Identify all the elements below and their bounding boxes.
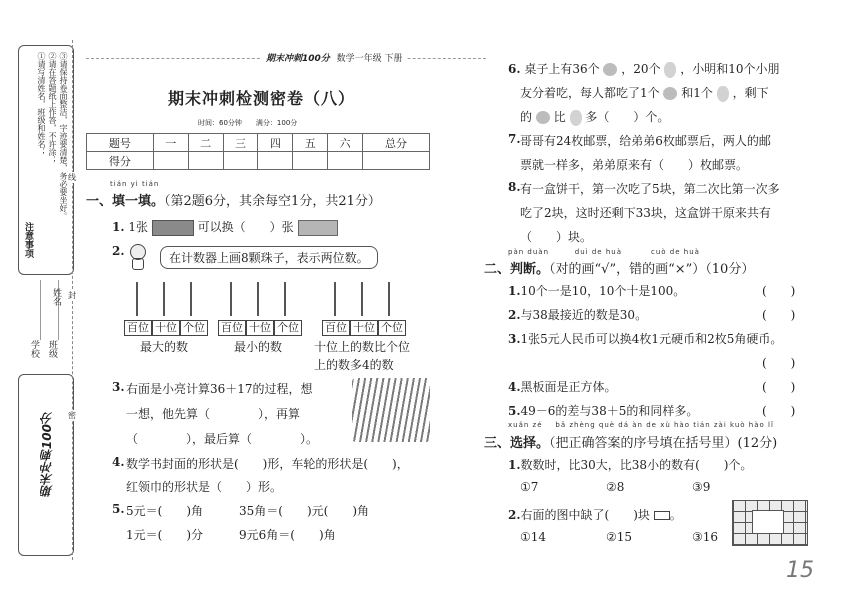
q-number: 1. xyxy=(112,220,125,234)
score-header-row xyxy=(87,134,430,152)
q1-5-line2: 1元＝( )分 9元6角＝( )角 xyxy=(126,528,336,542)
q1-7-number: 7. xyxy=(508,132,521,146)
school-label: 学校 xyxy=(29,340,39,358)
pear-icon xyxy=(664,62,676,78)
score-cell: 题号 xyxy=(87,134,154,152)
q1-6-line1 xyxy=(508,60,780,78)
header-subject: 数学一年级 下册 xyxy=(336,54,403,64)
pear-icon xyxy=(717,86,729,102)
exam-info: 时间：60分钟 满分：100分 xyxy=(198,119,298,127)
q1-6-line3 xyxy=(520,108,669,126)
brick-icon xyxy=(654,511,670,520)
score-label: 得分 xyxy=(87,152,154,170)
section2-heading: 二、判断。 xyxy=(484,262,550,277)
page-title: 期末冲刺检测密卷（八） xyxy=(168,89,356,108)
q-number: 3. xyxy=(508,332,521,346)
apple-icon xyxy=(663,87,677,100)
apple-icon xyxy=(603,63,617,76)
q1-3-line1: 右面是小亮计算36＋17的过程，想 xyxy=(126,382,313,396)
judge-item xyxy=(508,306,647,323)
judge-item xyxy=(508,282,685,299)
score-value-row xyxy=(87,152,430,170)
abacus-1 xyxy=(124,282,204,332)
abacus-place: 十位 xyxy=(152,320,180,336)
choice-option[interactable]: ②8 xyxy=(606,480,625,494)
choice-option[interactable]: ③9 xyxy=(692,480,711,494)
banknote-icon xyxy=(152,220,194,236)
q-number: 2. xyxy=(508,308,521,322)
abacus-caption-3b: 上的数多4的数 xyxy=(314,358,394,372)
rule-2: ②请在答题纸上作答，不许涂； xyxy=(48,52,57,164)
q1-4-line2: 红领巾的形状是（ ）形。 xyxy=(126,480,283,494)
score-table xyxy=(86,133,430,170)
q1-5-number: 5. xyxy=(112,502,125,516)
q1-4-line1: 数学书封面的形状是( )形，车轮的形状是( )， xyxy=(126,457,409,471)
q-number: 6. xyxy=(508,62,521,76)
name-label: 姓名 xyxy=(51,288,61,306)
q6-text: 桌子上有36个 xyxy=(524,62,600,76)
abacus-2 xyxy=(218,282,298,332)
brick-wall-gap xyxy=(752,510,784,534)
section2-note: （对的画“√”，错的画“×”）（10分） xyxy=(549,262,755,277)
q1-8-line3: （ ）块。 xyxy=(520,230,593,244)
section1-note: （第2题6分，其余每空1分，共21分） xyxy=(164,194,381,209)
judge-blank[interactable]: ( ) xyxy=(762,284,796,298)
section1-heading: 一、填一填。 xyxy=(86,194,165,209)
rule-3: ③请保持卷面整洁，字迹要清楚，务必要坐好。 xyxy=(59,52,68,220)
judge-blank[interactable]: ( ) xyxy=(762,308,796,322)
abacus-place: 十位 xyxy=(350,320,378,336)
judge-item xyxy=(508,378,617,395)
score-input[interactable] xyxy=(188,152,223,170)
q1-8-line1: 有一盒饼干，第一次吃了5块，第二次比第一次多 xyxy=(520,182,780,196)
section3-heading: 三、选择。 xyxy=(484,436,550,451)
rule-1: ①请写清姓名，班级和姓名； xyxy=(37,52,46,156)
section2-pinyin: pàn duàn duì de huà cuò de huà xyxy=(508,248,700,256)
q-number: 5. xyxy=(508,404,521,418)
choice-q2-text: 右面的图中缺了( )块 xyxy=(520,508,650,522)
abacus-caption-2: 最小的数 xyxy=(234,340,283,354)
q1-7-line2: 票就一样多，弟弟原来有（ ）枚邮票。 xyxy=(520,158,749,172)
score-input[interactable] xyxy=(258,152,293,170)
seal-char-2: 封 xyxy=(68,291,76,300)
judge-text: 10个一是10，10个十是100。 xyxy=(520,284,686,298)
banknote-small-icon xyxy=(298,220,338,236)
score-input[interactable] xyxy=(363,152,430,170)
score-cell: 一 xyxy=(153,134,188,152)
q6-text: 的 xyxy=(520,110,533,124)
abacus-3 xyxy=(322,282,402,332)
score-input[interactable] xyxy=(328,152,363,170)
q1-8-number: 8. xyxy=(508,180,521,194)
score-cell: 五 xyxy=(293,134,328,152)
page-number: 15 xyxy=(786,558,814,583)
q1-7-line1: 哥哥有24枚邮票，给弟弟6枚邮票后，两人的邮 xyxy=(520,134,771,148)
abacus-caption-3a: 十位上的数比个位 xyxy=(314,340,411,354)
q6-text: 友分着吃，每人都吃了1个 xyxy=(520,86,660,100)
choice-option[interactable]: ①7 xyxy=(520,480,539,494)
judge-text: 与38最接近的数是30。 xyxy=(520,308,648,322)
q6-text: ，剩下 xyxy=(732,86,769,100)
abacus-place: 百位 xyxy=(322,320,350,336)
score-input[interactable] xyxy=(223,152,258,170)
brand-vertical: 期末冲刺100分 xyxy=(40,412,54,498)
score-cell: 六 xyxy=(328,134,363,152)
pear-icon xyxy=(570,110,582,126)
choice-q2: 2.右面的图中缺了( )块 。 xyxy=(508,508,682,522)
abacus-place: 十位 xyxy=(246,320,274,336)
q1-8-line2: 吃了2块，这时还剩下33块，这盒饼干原来共有 xyxy=(520,206,771,220)
q1-6-line2 xyxy=(520,84,769,102)
stick-bundles-icon xyxy=(352,378,430,442)
header-brand xyxy=(262,51,407,64)
score-cell: 三 xyxy=(223,134,258,152)
section3-pinyin: xuǎn zé bǎ zhèng què dá àn de xù hào tián zài kuò hào lǐ xyxy=(508,421,774,429)
section3-header xyxy=(484,432,777,451)
q-number: 2. xyxy=(508,508,521,522)
section1-header xyxy=(86,190,381,209)
judge-item xyxy=(508,402,698,419)
judge-text: 黑板面是正方体。 xyxy=(520,380,617,394)
q6-text: 多（ ）个。 xyxy=(585,110,670,124)
q1-2-number: 2. xyxy=(112,244,125,258)
abacus-place: 百位 xyxy=(124,320,152,336)
choice-q1-text: 数数时，比30大，比38小的数有( )个。 xyxy=(520,458,753,472)
header-brand-name: 期末冲刺100分 xyxy=(266,54,330,64)
judge-text: 1张5元人民币可以换4枚1元硬币和2枚5角硬币。 xyxy=(520,332,783,346)
q-number: 4. xyxy=(508,380,521,394)
choice-q1 xyxy=(508,456,752,473)
q1-text-b: 可以换（ ）张 xyxy=(197,220,294,234)
q6-text: 和1个 xyxy=(681,86,713,100)
q1-2-bubble: 在计数器上画8颗珠子，表示两位数。 xyxy=(160,246,378,269)
section1-pinyin: tián yi tián xyxy=(110,180,160,188)
score-cell: 总分 xyxy=(363,134,430,152)
seal-char-3: 密 xyxy=(68,411,76,420)
seal-char-1: 线 xyxy=(68,173,76,182)
section3-note: （把正确答案的序号填在括号里）(12分) xyxy=(549,436,778,451)
judge-text: 49－6的差与38＋5的和同样多。 xyxy=(520,404,699,418)
section2-header xyxy=(484,258,754,277)
choice-option[interactable]: ①14 xyxy=(520,530,547,544)
score-cell: 二 xyxy=(188,134,223,152)
q1-3-line2: 一想，他先算（ ），再算 xyxy=(126,407,301,421)
q6-text: ，小明和10个小朋 xyxy=(680,62,780,76)
q6-text: 比 xyxy=(553,110,566,124)
abacus-place: 个位 xyxy=(274,320,302,336)
q1-4-number: 4. xyxy=(112,455,125,469)
choice-option[interactable]: ③16 xyxy=(692,530,719,544)
q1-1 xyxy=(112,218,338,236)
abacus-place: 个位 xyxy=(180,320,208,336)
q-number: 1. xyxy=(508,284,521,298)
judge-blank[interactable]: ( ) xyxy=(762,356,796,370)
judge-blank[interactable]: ( ) xyxy=(762,404,796,418)
score-cell: 四 xyxy=(258,134,293,152)
q6-text: ，20个 xyxy=(621,62,661,76)
judge-item xyxy=(508,330,782,347)
child-icon xyxy=(124,244,150,270)
abacus-place: 个位 xyxy=(378,320,406,336)
apple-icon xyxy=(536,111,550,124)
q1-3-line3: （ ），最后算（ ）。 xyxy=(126,432,319,446)
choice-option[interactable]: ②15 xyxy=(606,530,633,544)
q-number: 1. xyxy=(508,458,521,472)
q1-3-number: 3. xyxy=(112,380,125,394)
q1-5-line1: 5元＝( )角 35角＝( )元( )角 xyxy=(126,504,369,518)
notice-heading: 注意事项 xyxy=(23,222,33,258)
binding-strip xyxy=(14,40,76,560)
judge-blank[interactable]: ( ) xyxy=(762,380,796,394)
score-input[interactable] xyxy=(153,152,188,170)
score-input[interactable] xyxy=(293,152,328,170)
class-label: 班级 xyxy=(47,340,57,358)
abacus-place: 百位 xyxy=(218,320,246,336)
q1-text-a: 1张 xyxy=(128,220,148,234)
abacus-caption-1: 最大的数 xyxy=(140,340,189,354)
